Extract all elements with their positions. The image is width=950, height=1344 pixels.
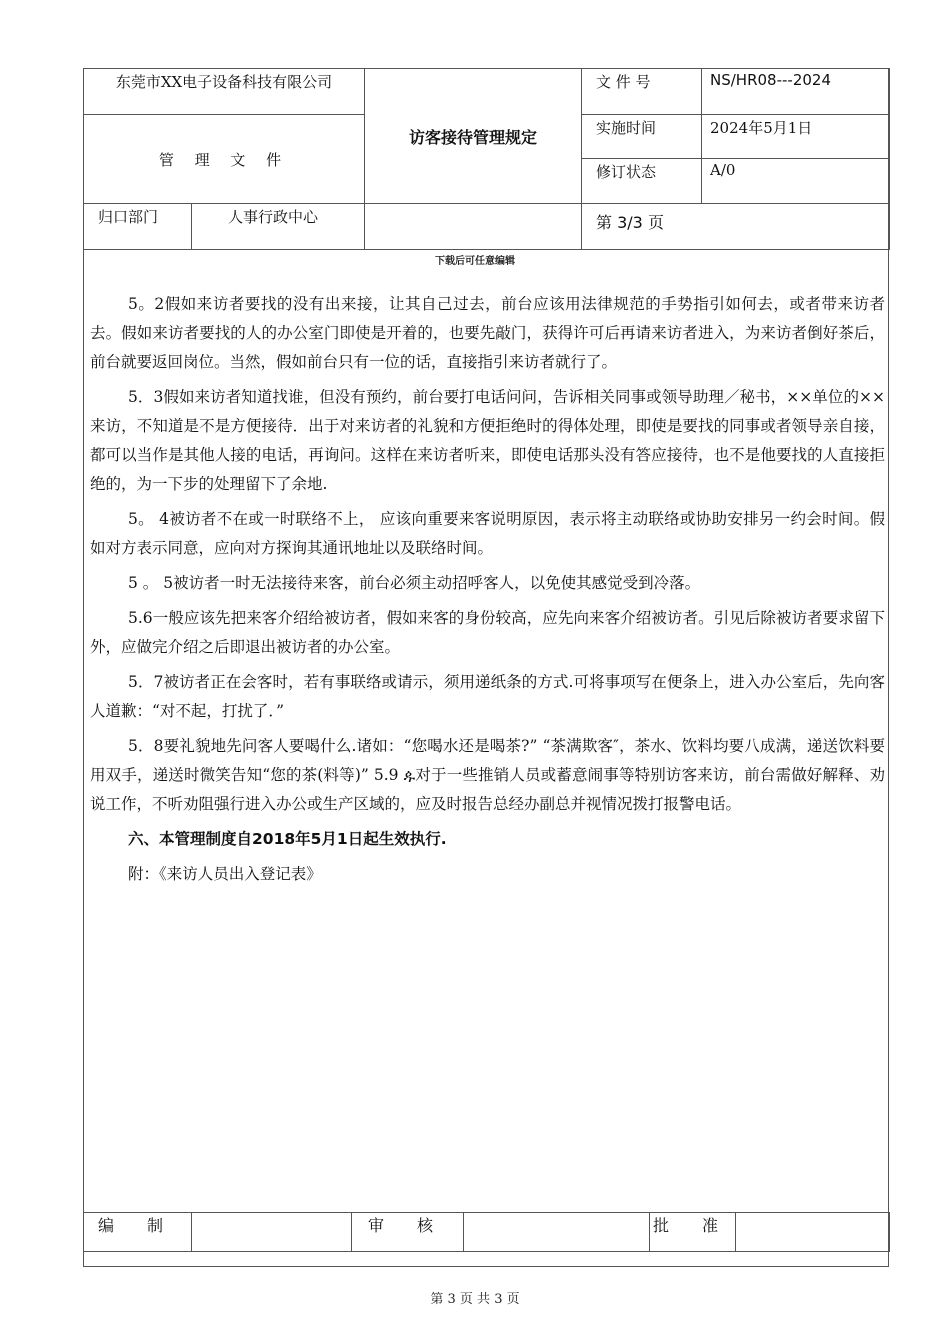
revision-status-label: 修订状态 xyxy=(582,159,702,204)
signoff-table xyxy=(83,1212,890,1252)
implementation-date-value: 2024年5月1日 xyxy=(702,115,890,159)
prepared-by-field xyxy=(192,1213,352,1252)
company-name: 东莞市XX电子设备科技有限公司 xyxy=(84,69,365,115)
document-body xyxy=(90,290,885,895)
implementation-date-label: 实施时间 xyxy=(582,115,702,159)
doc-number-value: NS/HR08---2024 xyxy=(702,69,890,115)
revision-status-value: A/0 xyxy=(702,159,890,204)
effective-date-clause: 六、本管理制度自2018年5月1日起生效执行. xyxy=(128,830,447,848)
prepared-by-label: 编 制 xyxy=(84,1213,192,1252)
paragraph-5-5: 5 。 5被访者一时无法接待来客，前台必须主动招呼客人，以免使其感觉受到冷落。 xyxy=(128,574,701,592)
approved-by-label: 批 准 xyxy=(650,1213,736,1252)
paragraph-5-3: 5．3假如来访者知道找谁，但没有预约，前台要打电话问问，告诉相关同事或领导助理／秘书，××单位的××来访，不知道是不是方便接待．出于对来访者的礼貌和方便拒绝时的得体处理，即使是要找的同事或者领导亲自接，都可以当作是其他人接的电话，再询问。这样在来访者听来，即使电话那头没有答应接待，也不是他要找的人直接拒绝的，为一下步的处理留下了余地. xyxy=(90,388,885,493)
page-indicator: 第 3/3 页 xyxy=(582,204,890,250)
department-value: 人事行政中心 xyxy=(192,204,365,250)
approved-by-field xyxy=(736,1213,890,1252)
paragraph-5-6: 5.6一般应该先把来客介绍给被访者，假如来客的身份较高，应先向来客介绍被访者。引见后除被访者要求留下外，应做完介绍之后即退出被访者的办公室。 xyxy=(90,609,885,656)
reviewed-by-label: 审 核 xyxy=(352,1213,464,1252)
empty-cell xyxy=(365,204,582,250)
paragraph-5-2: 5。2假如来访者要找的没有出来接，让其自己过去，前台应该用法律规范的手势指引如何去，或者带来访者去。假如来访者要找的人的办公室门即使是开着的，也要先敲门，获得许可后再请来访者进入，为来访者倒好茶后，前台就要返回岗位。当然，假如前台只有一位的话，直接指引来访者就行了。 xyxy=(90,295,885,371)
reviewed-by-field xyxy=(464,1213,650,1252)
attachment-note: 附：《来访人员出入登记表》 xyxy=(128,865,322,883)
paragraph-5-8: 5．8要礼貌地先问客人要喝什么.诸如：“您喝水还是喝茶?” “茶满欺客″，茶水、饮料均要八成满，递送饮料要用双手，递送时微笑告知“您的茶(料等)” 5.9 ዹ对于一些推销人员或蓄意闹事等特别访客来访，前台需做好解释、劝说工作，不听劝阻强行进入办公或生产区域的，应及时报告总经办副总并视情况拨打报警电话。 xyxy=(90,737,885,813)
doc-number-label: 文 件 号 xyxy=(582,69,702,115)
download-note: 下载后可任意编辑 xyxy=(435,256,515,267)
document-header-table xyxy=(83,68,890,250)
document-title: 访客接待管理规定 xyxy=(365,69,582,204)
page-footer: 第 3 页 共 3 页 xyxy=(430,1292,520,1307)
department-label: 归口部门 xyxy=(84,204,192,250)
management-doc-label: 管 理 文 件 xyxy=(84,115,365,204)
paragraph-5-7: 5．7被访者正在会客时，若有事联络或请示，须用递纸条的方式.可将事项写在便条上，进入办公室后，先向客人道歉：“对不起，打扰了．” xyxy=(90,673,885,720)
paragraph-5-4: 5。 4被访者不在或一时联络不上， 应该向重要来客说明原因，表示将主动联络或协助安排另一约会时间。假如对方表示同意，应向对方探询其通讯地址以及联络时间。 xyxy=(90,510,885,557)
